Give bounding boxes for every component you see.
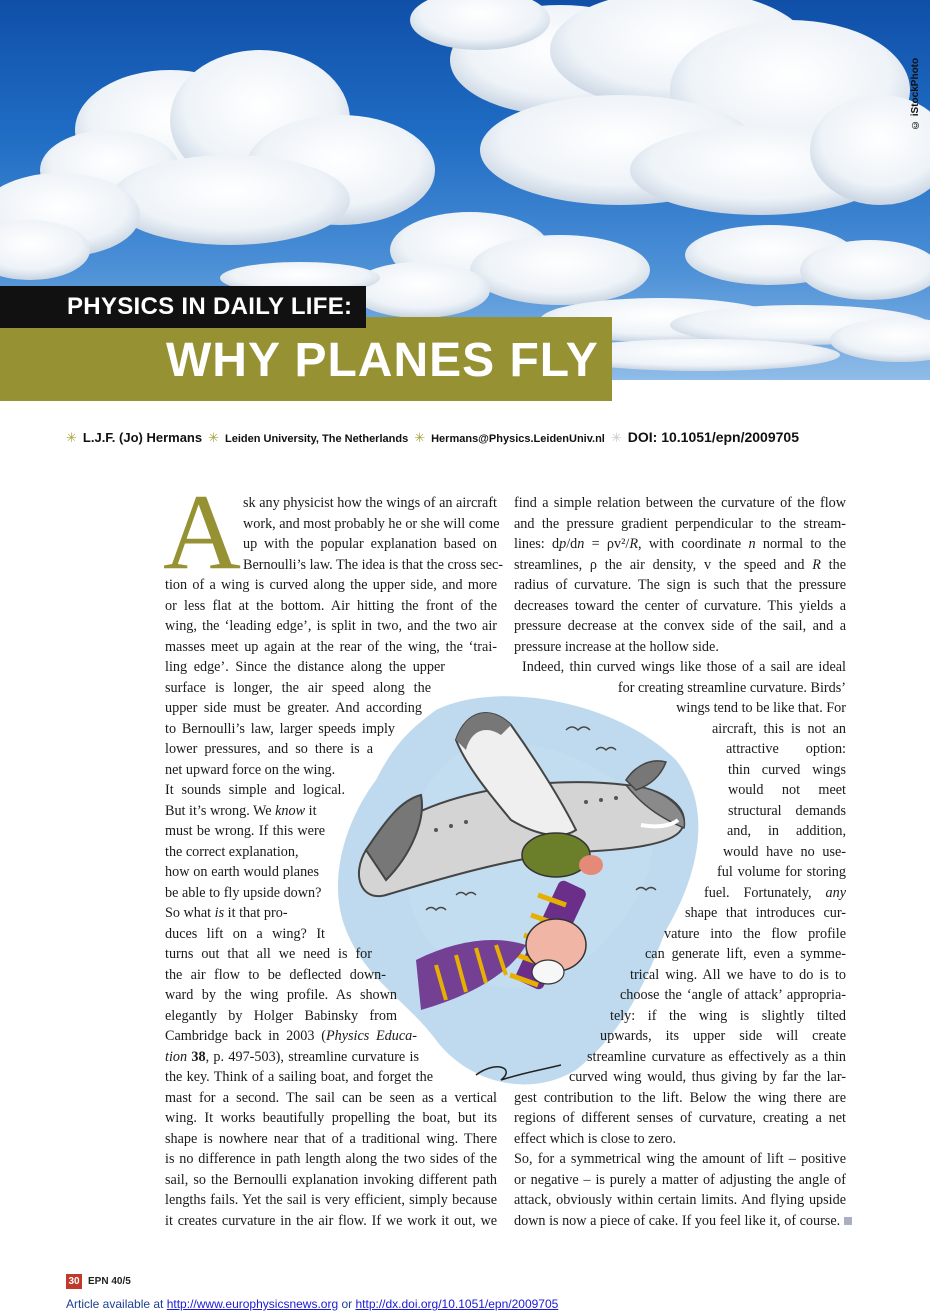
text-line: radius of curvature. The sign is such that the pressure (514, 577, 846, 593)
text-line: Cambridge back in 2003 (Physics Educa- (165, 1028, 417, 1044)
text-line: pressure increase at the hollow side. (514, 638, 719, 655)
text-line: to Bernoulli’s law, larger speeds imply (165, 720, 395, 737)
article-column-right (514, 493, 846, 1231)
text-line: shape is nowhere near that of a traditional wing. There (165, 1130, 497, 1147)
byline (66, 428, 906, 446)
journal-issue: EPN 40/5 (88, 1276, 131, 1287)
text-line: the key. Think of a sailing boat, and forget the (165, 1069, 433, 1085)
text-line: vature into the flow profile (664, 925, 846, 942)
europhysicsnews-link[interactable]: http://www.europhysicsnews.org (166, 1297, 339, 1311)
text-line: the air flow to be deflected down- (165, 966, 386, 983)
text-line: attack, obviously within certain limits. And flying upside (514, 1192, 846, 1208)
text-line: it creates curvature in the air flow. If we work it out, we (165, 1212, 497, 1229)
text-line: and, in addition, (727, 823, 846, 839)
author-email[interactable]: Hermans@Physics.LeidenUniv.nl (431, 433, 605, 445)
text-line: be able to fly upside down? (165, 884, 322, 901)
page-number: 30 (66, 1274, 82, 1289)
text-line: must be wrong. If this were (165, 823, 325, 839)
text-line: So what is it that pro- (165, 905, 288, 921)
text-line: ward by the wing profile. As shown (165, 987, 397, 1003)
text-line: shape that introduces cur- (685, 905, 846, 921)
text-line: trical wing. All we have to do is to (630, 966, 846, 983)
text-line: would not meet (728, 782, 846, 798)
text-line: It sounds simple and logical. (165, 782, 345, 798)
author-name: L.J.F. (Jo) Hermans (82, 430, 203, 445)
text-line: would have no use- (723, 843, 846, 860)
text-line: surface is longer, the air speed along the (165, 679, 431, 696)
text-line: But it’s wrong. We know it (165, 802, 317, 819)
availability-note (66, 1296, 558, 1312)
drop-cap: A (163, 473, 241, 592)
text-line: fuel. Fortunately, any (704, 884, 846, 901)
end-of-article-icon (844, 1217, 852, 1225)
text-line: wings tend to be like that. For (676, 700, 846, 716)
text-line: decreases toward the center of curvature. This yields a (514, 597, 846, 614)
article-column-left (165, 493, 504, 1231)
text-line: wing, the ‘leading edge’, is split in two, and the two air (165, 618, 497, 634)
text-line: elegantly by Holger Babinsky from (165, 1007, 397, 1024)
text-line: and the pressure gradient perpendicular to the stream- (514, 515, 846, 532)
photo-credit: © iStockPhoto (910, 57, 921, 130)
star-icon: ✳ (610, 430, 622, 445)
text-line: regions of different senses of curvature, creating a net (514, 1110, 846, 1126)
text-line: tely: if the wing is slightly tilted (610, 1007, 846, 1024)
text-line: choose the ‘angle of attack’ appropria- (620, 987, 846, 1003)
text-line: pressure decrease at the convex side of the sail, and a (514, 618, 846, 634)
text-line: net upward force on the wing. (165, 761, 336, 778)
text-line: structural demands (728, 802, 846, 819)
text-line: streamlines, ρ the air density, v the speed and R the (514, 556, 847, 573)
text-line: thin curved wings (728, 761, 846, 778)
text-line: can generate lift, even a symme- (645, 946, 846, 962)
text-line: duces lift on a wing? It (165, 925, 325, 942)
text-line: upper side must be greater. And according (165, 700, 422, 716)
text-line: lines: dp/dn = ρv²/R, with coordinate n normal to the (514, 536, 846, 552)
text-line: Bernoulli’s law. The idea is that the cross sec- (243, 556, 504, 573)
text-line: ling edge’. Since the distance along the upper (165, 659, 445, 675)
text-line: find a simple relation between the curvature of the flow (514, 495, 846, 511)
text-line: gest contribution to the lift. Below the wing there are (514, 1089, 846, 1106)
text-line: attractive option: (726, 741, 846, 757)
star-icon: ✳ (414, 430, 426, 445)
text-line: sail, so the Bernoulli explanation invoking different path (165, 1171, 497, 1188)
text-line: wing. It works beautifully propelling the boat, but its (165, 1110, 497, 1126)
text-line: tion 38, p. 497-503), streamline curvature is (165, 1048, 419, 1065)
text-line: for creating streamline curvature. Birds’ (617, 679, 846, 696)
text-line: So, for a symmetrical wing the amount of lift – positive (514, 1151, 846, 1167)
text-line: masses meet up again at the rear of the wing, the ‘trai- (165, 638, 497, 655)
text-line: lower pressures, and so there is a (165, 741, 373, 757)
text-line: upwards, its upper side will create (600, 1028, 846, 1044)
text-line: ful volume for storing (717, 864, 846, 880)
text-line: lengths fails. Yet the sail is very efficient, simply because (165, 1192, 497, 1208)
text-line: tion of a wing is curved along the upper side, and more (165, 577, 497, 593)
series-kicker: PHYSICS IN DAILY LIFE: (0, 286, 366, 328)
text-line: the correct explanation, (165, 843, 299, 860)
star-icon: ✳ (66, 430, 77, 445)
star-icon: ✳ (208, 430, 220, 445)
author-affiliation: Leiden University, The Netherlands (225, 433, 409, 445)
text-line: is no difference in path length along the two sides of the (165, 1151, 497, 1167)
text-line: how on earth would planes (165, 864, 319, 880)
text-line: effect which is close to zero. (514, 1130, 677, 1147)
availability-prefix: Article available at (66, 1297, 167, 1311)
text-line: or less flat at the bottom. Air hitting the front of the (165, 597, 497, 614)
text-line: Indeed, thin curved wings like those of a sail are ideal (522, 659, 846, 675)
text-line: turns out that all we need is for (165, 946, 372, 962)
text-line: work, and most probably he or she will come (243, 515, 500, 532)
text-line: up with the popular explanation based on (243, 536, 497, 552)
text-line-end: down is now a piece of cake. If you feel like it, of course. (514, 1212, 841, 1229)
article-title: WHY PLANES FLY (166, 334, 599, 387)
text-line: or negative – is purely a matter of adjusting the angle of (514, 1171, 846, 1188)
text-line (514, 1211, 846, 1232)
text-line: mast for a second. The sail can be seen as a vertical (165, 1089, 497, 1106)
doi: DOI: 10.1051/epn/2009705 (627, 429, 799, 445)
text-line: curved wing would, thus giving by far the lar- (569, 1069, 846, 1085)
text-line: streamline curvature as effectively as a thin (587, 1048, 846, 1065)
doi-link[interactable]: http://dx.doi.org/10.1051/epn/2009705 (355, 1297, 559, 1311)
text-line: sk any physicist how the wings of an aircraft (243, 495, 497, 511)
text-line: aircraft, this is not an (712, 720, 846, 737)
or-text: or (338, 1297, 356, 1311)
